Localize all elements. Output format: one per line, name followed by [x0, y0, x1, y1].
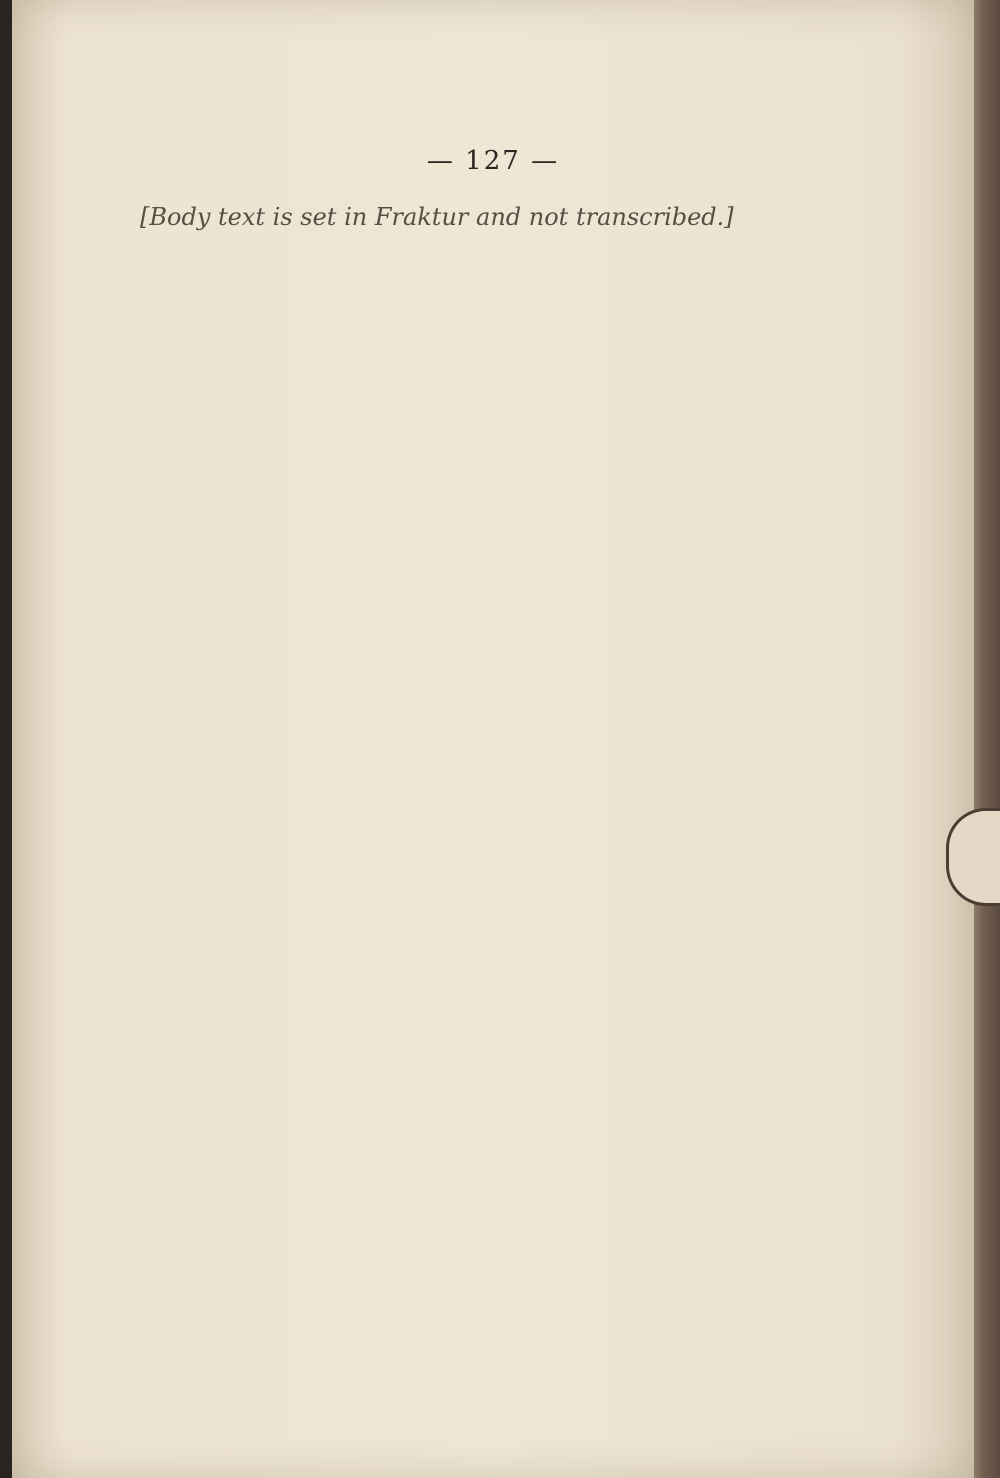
text-body	[140, 200, 830, 255]
page-clip	[946, 808, 1000, 906]
body-placeholder: [Body text is set in Fraktur and not transcribed.]	[140, 203, 734, 231]
book-page	[12, 0, 974, 1478]
book-edge	[974, 0, 1000, 1478]
page-number: — 127 —	[426, 146, 560, 176]
